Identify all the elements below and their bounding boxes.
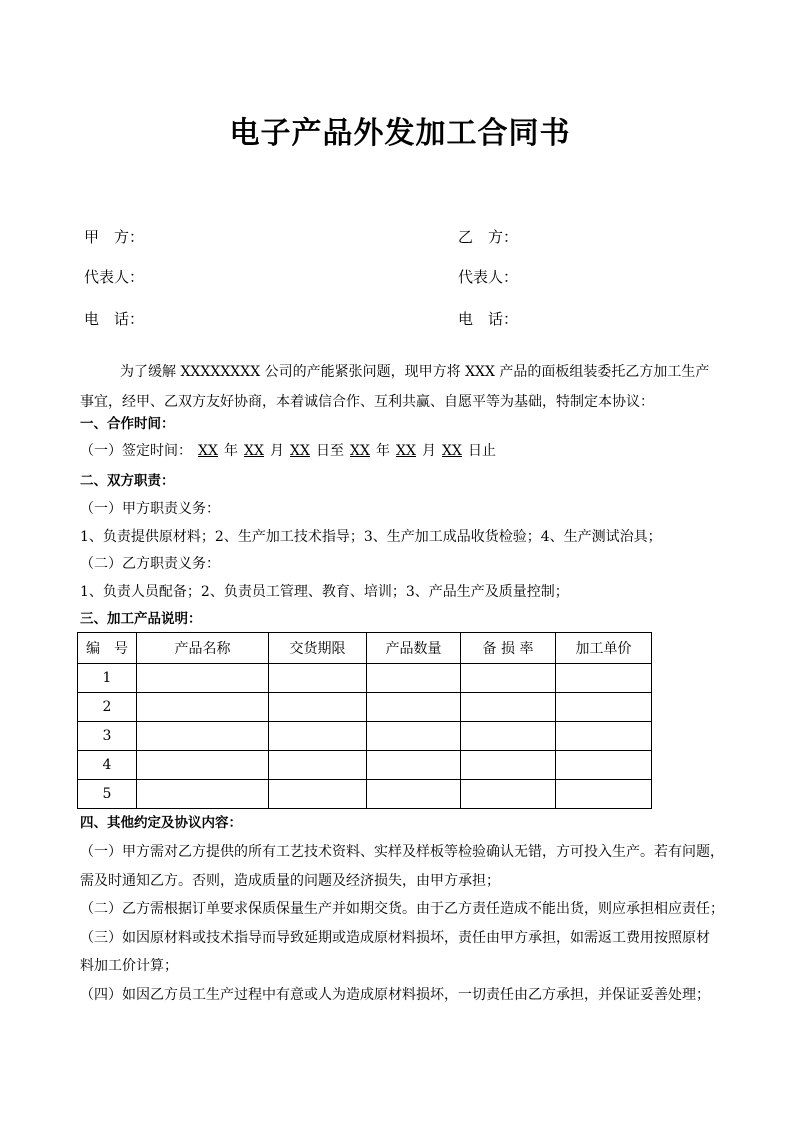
cell	[367, 664, 461, 693]
party-b-duties-title: （二）乙方职责义务：	[80, 556, 220, 572]
year-text: 年	[224, 443, 238, 459]
clause-4: （四）如因乙方员工生产过程中有意或人为造成原材料损坏，一切责任由乙方承担，并保证妥善处理；	[80, 987, 710, 1003]
row-number: 4	[78, 751, 137, 780]
cell	[461, 780, 556, 809]
end-month: XX	[396, 443, 416, 459]
col-header-number: 编 号	[78, 633, 137, 664]
cell	[461, 664, 556, 693]
cell	[269, 751, 367, 780]
row-number: 2	[78, 693, 137, 722]
cell	[556, 693, 652, 722]
clause-3-line-1: （三）如因原材料或技术指导而导致延期或造成原材料损坏，责任由甲方承担，如需返工费用按照原材	[80, 930, 710, 946]
cell	[556, 780, 652, 809]
month-text: 月	[422, 443, 436, 459]
cell	[367, 751, 461, 780]
row-number: 1	[78, 664, 137, 693]
signing-time-prefix: （一）签定时间：	[80, 443, 192, 459]
cell	[137, 693, 269, 722]
col-header-unit-price: 加工单价	[556, 633, 652, 664]
party-b-phone: 电 话：	[458, 310, 519, 328]
clause-1-line-2: 需及时通知乙方。否则，造成质量的问题及经济损失，由甲方承担；	[80, 873, 500, 889]
cell	[461, 722, 556, 751]
month-text: 月	[270, 443, 284, 459]
cell	[461, 751, 556, 780]
party-a-phone: 电 话：	[84, 310, 145, 328]
day-end-text: 日止	[468, 443, 496, 459]
start-year: XX	[198, 443, 218, 459]
cell	[556, 751, 652, 780]
year-text: 年	[376, 443, 390, 459]
table-header-row	[78, 633, 652, 664]
cell	[269, 722, 367, 751]
row-number: 5	[78, 780, 137, 809]
party-b-duties-items: 1、负责人员配备；2、负责员工管理、教育、培训；3、产品生产及质量控制；	[80, 584, 569, 600]
cell	[367, 693, 461, 722]
section-3-heading: 三、加工产品说明：	[80, 611, 202, 627]
clause-1-line-1: （一）甲方需对乙方提供的所有工艺技术资料、实样及样板等检验确认无错，方可投入生产。若有问题，	[80, 844, 724, 860]
party-b-label: 乙 方：	[458, 228, 519, 246]
cell	[367, 780, 461, 809]
table-row	[78, 693, 652, 722]
table-row	[78, 664, 652, 693]
cell	[137, 751, 269, 780]
party-b-representative: 代表人：	[458, 268, 519, 286]
cell	[461, 693, 556, 722]
table-row	[78, 751, 652, 780]
col-header-delivery-deadline: 交货期限	[269, 633, 367, 664]
cell	[556, 722, 652, 751]
cell	[367, 722, 461, 751]
table-row	[78, 780, 652, 809]
party-a-duties-title: （一）甲方职责义务：	[80, 501, 220, 517]
signing-time-line	[80, 441, 740, 461]
cell	[269, 693, 367, 722]
section-1-heading: 一、合作时间：	[80, 416, 175, 432]
col-header-loss-rate: 备 损 率	[461, 633, 556, 664]
document-title: 电子产品外发加工合同书	[229, 116, 571, 151]
product-table	[77, 632, 652, 809]
end-year: XX	[350, 443, 370, 459]
cell	[269, 664, 367, 693]
intro-paragraph: 为了缓解 XXXXXXXX 公司的产能紧张问题，现甲方将 XXX 产品的面板组装委托乙方加工生产事宜，经甲、乙双方友好协商，本着诚信合作、互利共赢、自愿平等为基础，特制定本协议：	[80, 364, 710, 410]
clause-2: （二）乙方需根据订单要求保质保量生产并如期交货。由于乙方责任造成不能出货，则应承担相应责任；	[80, 901, 724, 917]
cell	[269, 780, 367, 809]
col-header-quantity: 产品数量	[367, 633, 461, 664]
table-row	[78, 722, 652, 751]
cell	[137, 722, 269, 751]
day-to-text: 日至	[316, 443, 344, 459]
start-month: XX	[244, 443, 264, 459]
end-day: XX	[442, 443, 462, 459]
party-a-representative: 代表人：	[84, 268, 145, 286]
section-2-heading: 二、双方职责：	[80, 473, 175, 489]
cell	[556, 664, 652, 693]
clause-3-line-2: 料加工价计算；	[80, 958, 178, 974]
row-number: 3	[78, 722, 137, 751]
cell	[137, 664, 269, 693]
start-day: XX	[290, 443, 310, 459]
party-a-label: 甲 方：	[84, 228, 145, 246]
col-header-product-name: 产品名称	[137, 633, 269, 664]
cell	[137, 780, 269, 809]
section-4-heading: 四、其他约定及协议内容：	[80, 815, 242, 831]
party-a-duties-items: 1、负责提供原材料；2、生产加工技术指导；3、生产加工成品收货检验；4、生产测试治具；	[80, 529, 662, 545]
